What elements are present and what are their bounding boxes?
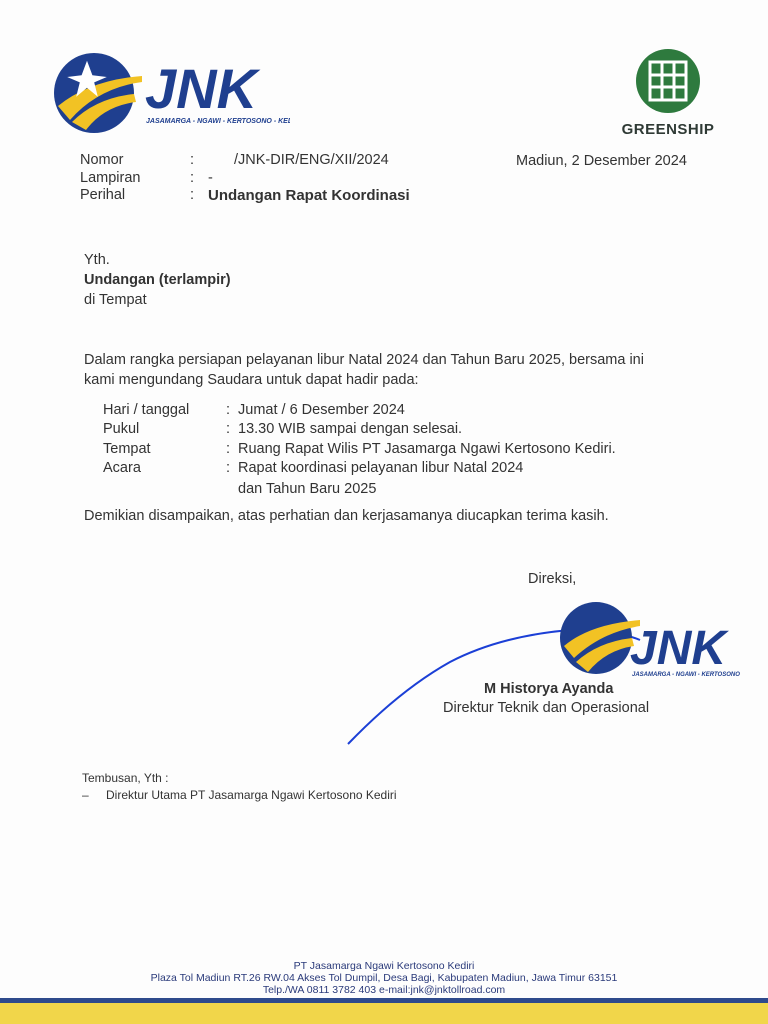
greenship-label: GREENSHIP <box>621 121 715 138</box>
cc-item: Direktur Utama PT Jasamarga Ngawi Kertosono Kediri <box>106 788 397 802</box>
detail-value-place: Ruang Rapat Wilis PT Jasamarga Ngawi Kertosono Kediri. <box>238 441 616 457</box>
footer-contact: Telp./WA 0811 3782 403 e-mail:jnk@jnktollroad.com <box>262 984 506 996</box>
detail-value-time: 13.30 WIB sampai dengan selesai. <box>238 421 463 437</box>
signatory-title: Direktur Teknik dan Operasional <box>443 700 650 716</box>
signatory-name: M Historya Ayanda <box>484 681 614 697</box>
detail-colon-time: : <box>226 421 231 437</box>
signature-scribble-icon <box>340 600 740 750</box>
footer-company: PT Jasamarga Ngawi Kertosono Kediri <box>293 960 475 972</box>
nomor-label: Nomor <box>80 152 124 168</box>
signature-header: Direksi, <box>528 571 577 587</box>
detail-value-agenda-line2: dan Tahun Baru 2025 <box>238 481 377 497</box>
perihal-label: Perihal <box>80 187 126 203</box>
detail-label-place: Tempat <box>103 441 151 457</box>
intro-line-2: kami mengundang Saudara untuk dapat hadir pada: <box>84 372 419 388</box>
signature-logo-wordmark: JNK <box>630 622 727 675</box>
lampiran-label: Lampiran <box>80 170 141 186</box>
detail-colon-date: : <box>226 402 231 418</box>
detail-value-agenda: Rapat koordinasi pelayanan libur Natal 2024 <box>238 460 524 476</box>
logo-wordmark: JNK <box>145 57 258 120</box>
logo-tagline: JASAMARGA - NGAWI - KERTOSONO - KEDIRI <box>146 118 290 125</box>
greenship-badge <box>608 48 728 144</box>
detail-label-time: Pukul <box>103 421 140 437</box>
addressee-yth: Yth. <box>84 252 110 268</box>
lampiran-colon: : <box>190 170 195 186</box>
nomor-colon: : <box>190 152 195 168</box>
signature-logo-tagline: JASAMARGA - NGAWI - KERTOSONO <box>632 672 740 678</box>
letter-date: Madiun, 2 Desember 2024 <box>516 153 687 169</box>
addressee-recipient: Undangan (terlampir) <box>84 272 231 288</box>
detail-value-date: Jumat / 6 Desember 2024 <box>238 402 405 418</box>
footer-address: Plaza Tol Madiun RT.26 RW.04 Akses Tol Dumpil, Desa Bagi, Kabupaten Madiun, Jawa Timur 63151 <box>150 972 618 984</box>
signature-stamp <box>340 600 740 750</box>
perihal-value: Undangan Rapat Koordinasi <box>208 187 410 204</box>
detail-label-date: Hari / tanggal <box>103 402 190 418</box>
jnk-logo-icon <box>50 50 290 140</box>
detail-colon-place: : <box>226 441 231 457</box>
detail-label-agenda: Acara <box>103 460 141 476</box>
company-logo <box>50 50 290 140</box>
intro-line-1: Dalam rangka persiapan pelayanan libur Natal 2024 dan Tahun Baru 2025, bersama ini <box>84 352 644 368</box>
cc-label: Tembusan, Yth : <box>82 771 169 785</box>
footer-accent-bar-yellow <box>0 1003 768 1024</box>
detail-colon-agenda: : <box>226 460 231 476</box>
nomor-value: /JNK-DIR/ENG/XII/2024 <box>234 152 389 168</box>
lampiran-value: - <box>208 170 213 186</box>
addressee-place: di Tempat <box>84 292 147 308</box>
closing-sentence: Demikian disampaikan, atas perhatian dan kerjasamanya diucapkan terima kasih. <box>84 508 609 524</box>
cc-bullet: – <box>82 788 89 802</box>
greenship-icon <box>608 48 728 118</box>
perihal-colon: : <box>190 187 195 203</box>
